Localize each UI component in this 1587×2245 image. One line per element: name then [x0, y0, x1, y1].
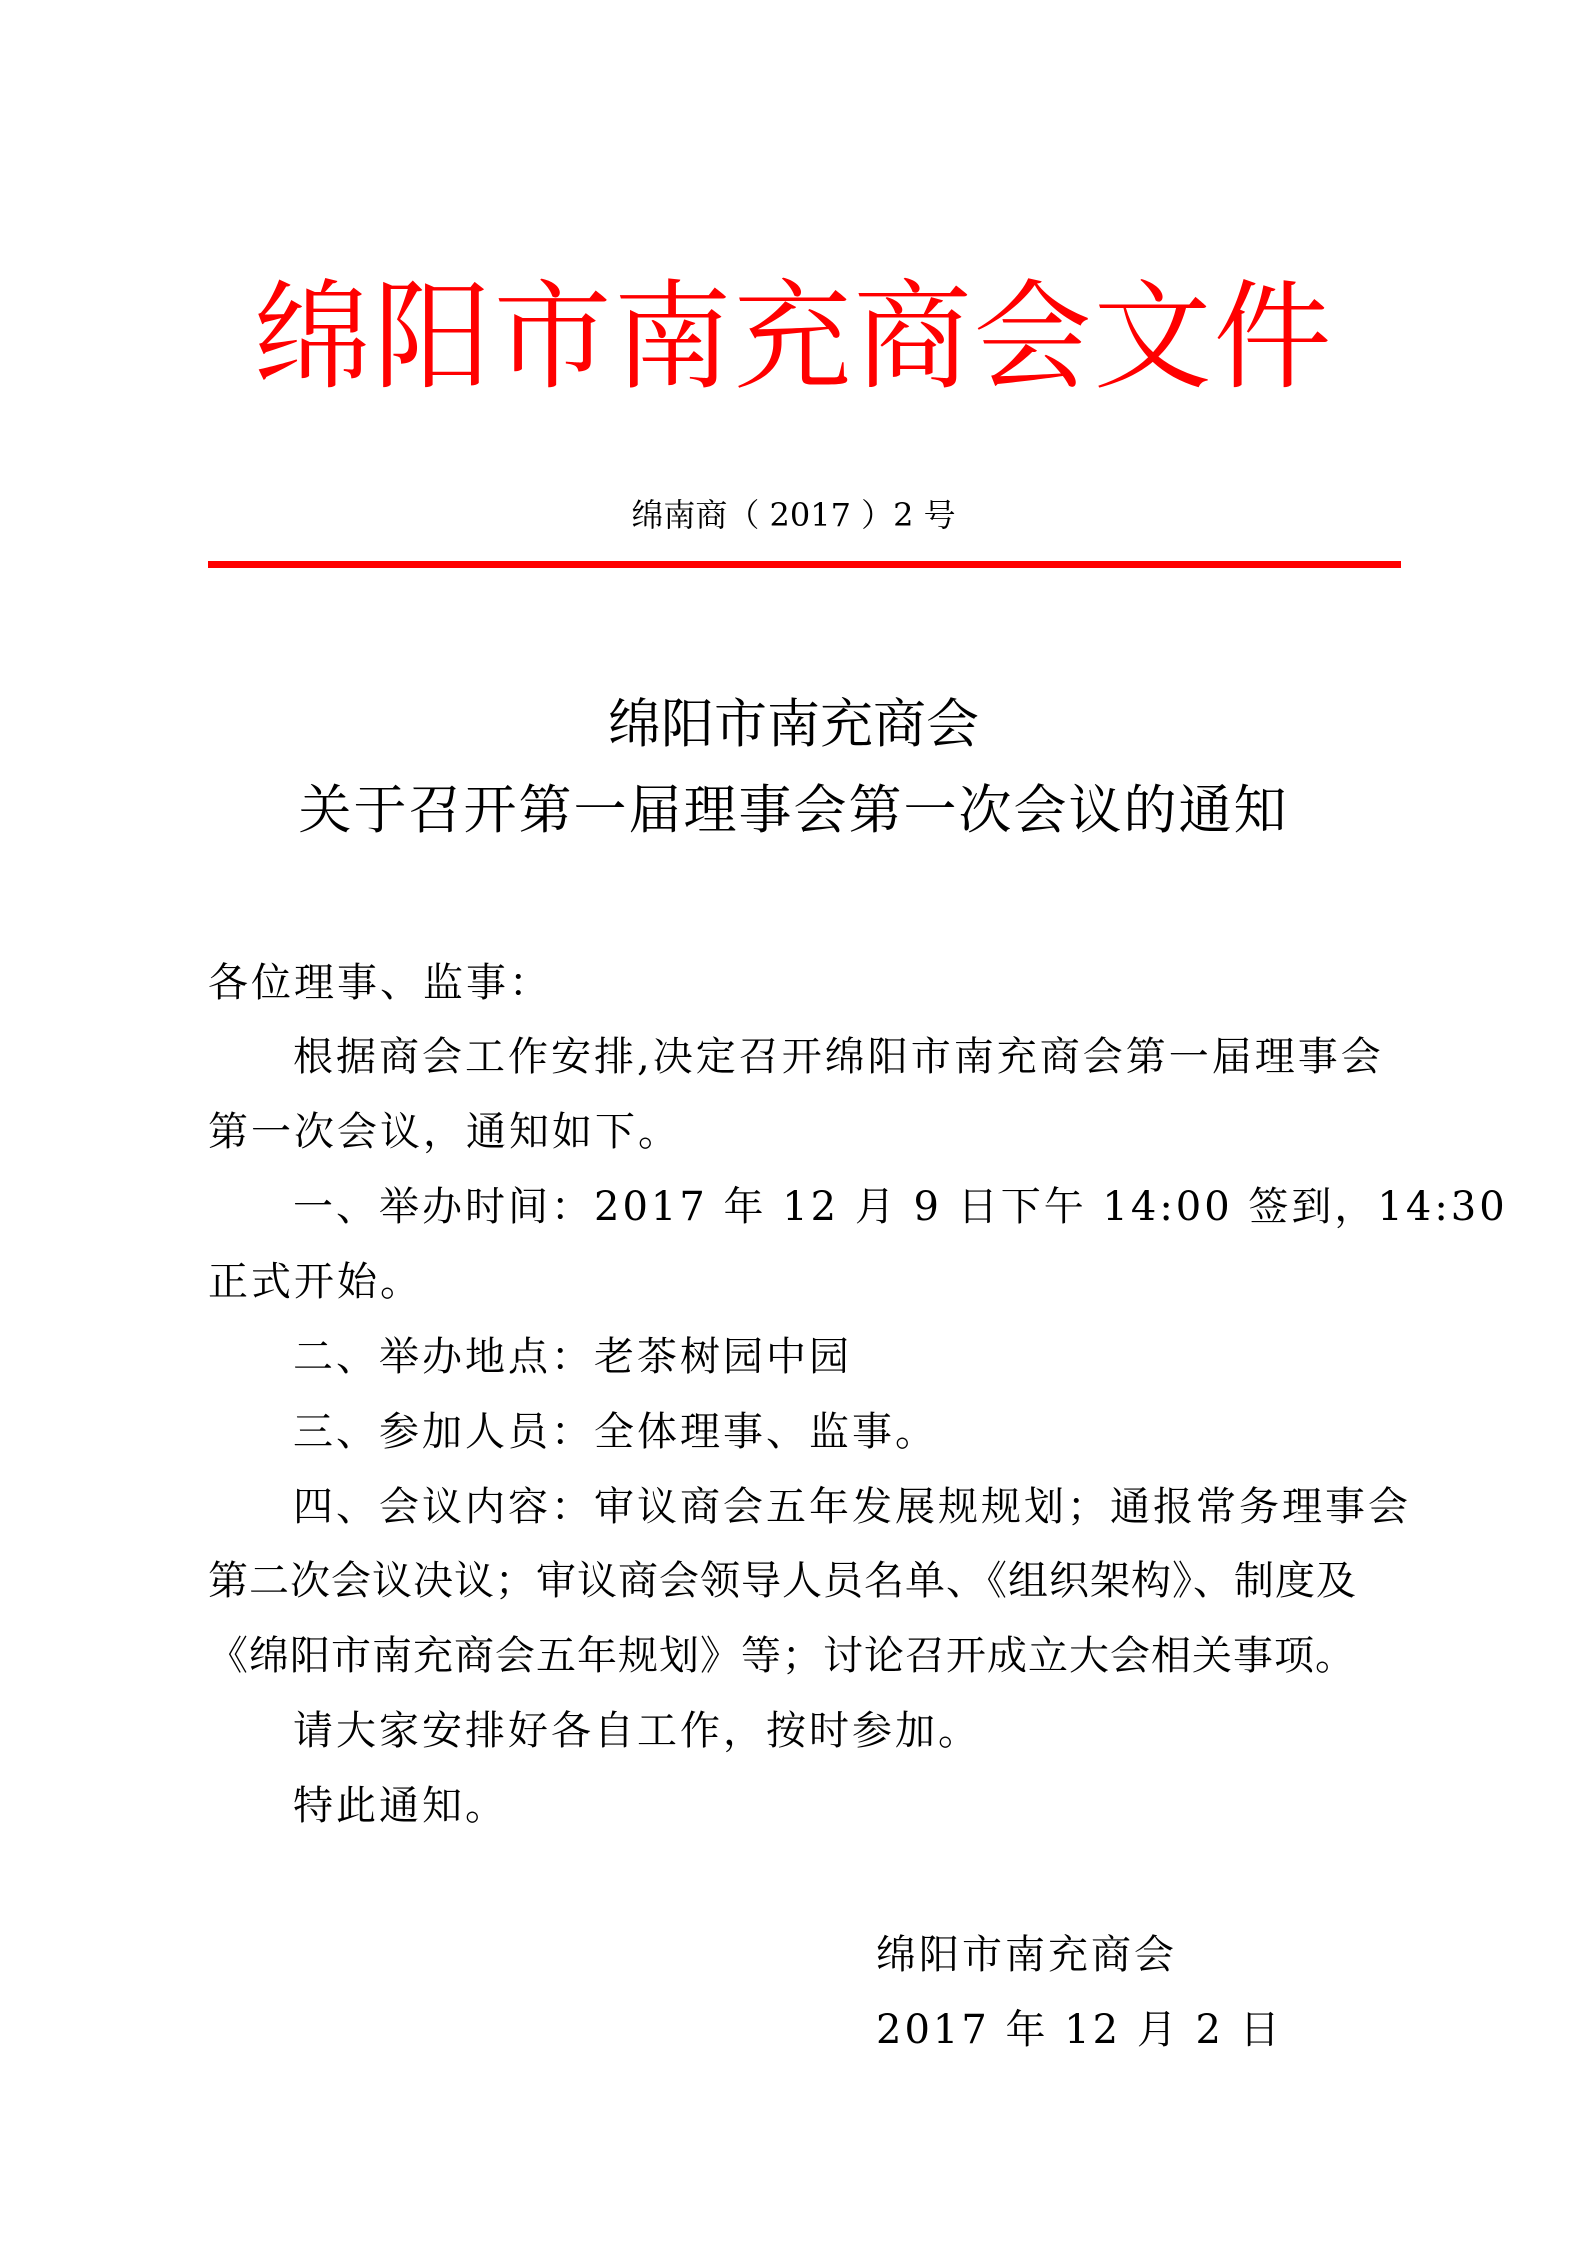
- body-line: 二、举办地点：老茶树园中园: [293, 1334, 852, 1380]
- body-line: 四、会议内容：审议商会五年发展规规划；通报常务理事会: [293, 1484, 1411, 1530]
- body-line: 一、举办时间：2017 年 12 月 9 日下午 14:00 签到，14:30: [293, 1184, 1508, 1230]
- salutation: 各位理事、监事：: [208, 960, 552, 1006]
- masthead-title: 绵阳市南充商会文件: [253, 268, 1334, 406]
- body-line: 根据商会工作安排,决定召开绵阳市南充商会第一届理事会: [293, 1034, 1384, 1080]
- body-line: 第二次会议决议；审议商会领导人员名单、《组织架构》、制度及: [208, 1558, 1357, 1604]
- body-line: 正式开始。: [208, 1259, 423, 1305]
- body-line: 特此通知。: [293, 1783, 508, 1829]
- body-line: 《绵阳市南充商会五年规划》等；讨论召开成立大会相关事项。: [208, 1633, 1356, 1679]
- body-line: 请大家安排好各自工作，按时参加。: [293, 1708, 981, 1754]
- notice-title-line2: 关于召开第一届理事会第一次会议的通知: [298, 780, 1289, 841]
- red-divider-line: [208, 561, 1401, 568]
- body-line: 三、参加人员：全体理事、监事。: [293, 1409, 938, 1455]
- signature-org: 绵阳市南充商会: [876, 1932, 1177, 1978]
- body-line: 第一次会议，通知如下。: [208, 1109, 681, 1155]
- document-number: 绵南商（ 2017 ）2 号: [631, 496, 956, 534]
- notice-title-line1: 绵阳市南充商会: [608, 694, 979, 755]
- signature-date: 2017 年 12 月 2 日: [876, 2007, 1283, 2053]
